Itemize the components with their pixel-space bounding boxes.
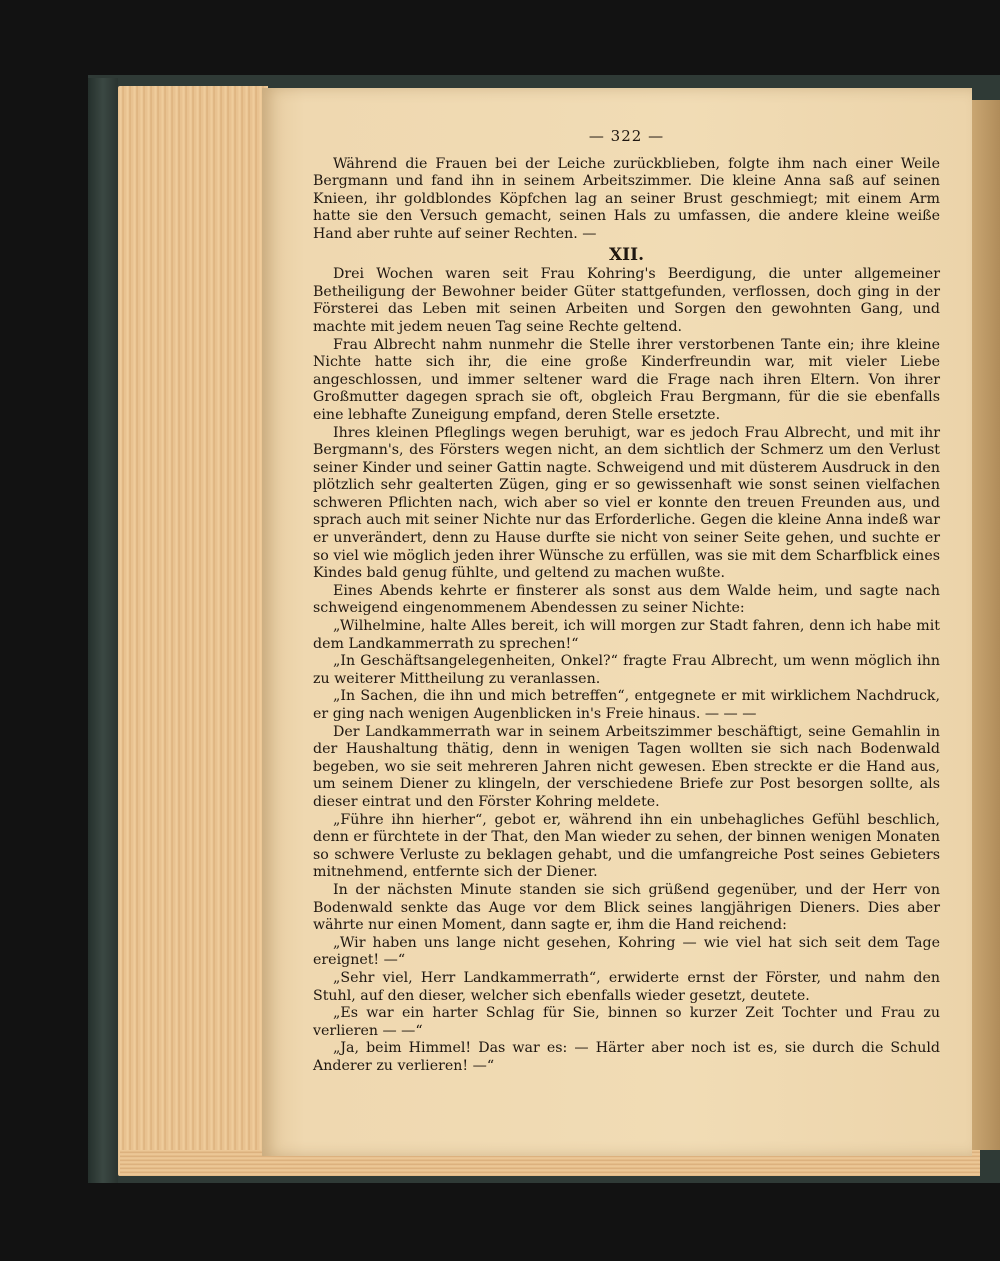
page-right-edge — [972, 100, 1000, 1150]
paragraph: „In Sachen, die ihn und mich betreffen“, entgegnete er mit wirklichem Nachdruck, er ging nach wenigen Augenblicken in's Freie hinaus. — — — — [313, 688, 940, 722]
paragraph: „Wir haben uns lange nicht gesehen, Kohring — wie viel hat sich seit dem Tage ereignet! —“ — [313, 934, 940, 969]
paragraph: „In Geschäftsangelegenheiten, Onkel?“ fragte Frau Albrecht, um wenn möglich ihn zu weiterer Mittheilung zu veranlassen. — [313, 653, 940, 687]
page-stack-left — [118, 86, 268, 1176]
paragraph: „Sehr viel, Herr Landkammerrath“, erwiderte ernst der Förster, und nahm den Stuhl, auf den dieser, welcher sich ebenfalls wieder gesetzt, deutete. — [313, 969, 940, 1004]
paragraph: „Wilhelmine, halte Alles bereit, ich will morgen zur Stadt fahren, denn ich habe mit dem Landkammerrath zu sprechen!“ — [313, 618, 940, 652]
paragraph: „Ja, beim Himmel! Das war es: — Härter aber noch ist es, sie durch die Schuld Anderer zu verlieren! —“ — [313, 1040, 940, 1074]
paragraph: „Führe ihn hierher“, gebot er, während ihn ein unbehagliches Gefühl beschlich, denn er fürchtete in der That, den Man wieder zu sehen, der binnen wenigen Monaten so schwere Verluste zu beklagen gehabt, und die umfangreiche Post seines Gebieters mitnehmend, entfernte sich der Diener. — [313, 811, 940, 881]
paragraph: Drei Wochen waren seit Frau Kohring's Beerdigung, die unter allgemeiner Betheiligung der Bewohner beider Güter stattgefunden, verflossen, doch ging in der Försterei das Leben mit seinen Arbeiten und Sorgen den gewohnten Gang, und machte mit jedem neuen Tag seine Rechte geltend. — [313, 266, 940, 335]
paragraph: Der Landkammerrath war in seinem Arbeitszimmer beschäftigt, seine Gemahlin in der Haushaltung thätig, denn in wenigen Tagen wollten sie sich nach Bodenwald begeben, wo sie seit mehreren Jahren nicht gewesen. Eben streckte er die Hand aus, um seinem Diener zu klingeln, der verschiedene Briefe zur Post besorgen sollte, als dieser eintrat und den Förster Kohring meldete. — [313, 723, 940, 810]
paragraph: Eines Abends kehrte er finsterer als sonst aus dem Walde heim, und sagte nach schweigend eingenommenem Abendessen zu seiner Nichte: — [313, 582, 940, 617]
paragraph: Ihres kleinen Pfleglings wegen beruhigt, war es jedoch Frau Albrecht, und mit ihr Bergmann's, des Försters wegen nicht, an dem sichtlich der Schmerz um den Verlust seiner Kinder und seiner Gattin nagte. Schweigend und mit düsterem Ausdruck in den plötzlich sehr gealterten Zügen, ging er so gewissenhaft wie sonst seinen vielfachen schweren Pflichten nach, wich aber so viel er konnte den treuen Freunden aus, und sprach auch mit seiner Nichte nur das Erforderliche. Gegen die kleine Anna indeß war er unverändert, denn zu Hause durfte sie nicht von seiner Seite gehen, und suchte er so viel wie möglich jeden ihrer Wünsche zu erfüllen, was sie mit dem Scharfblick eines Kindes bald genug fühlte, und geltend zu machen wußte. — [313, 424, 940, 582]
page-text — [313, 128, 940, 1075]
paragraph: Während die Frauen bei der Leiche zurückblieben, folgte ihm nach einer Weile Bergmann und fand ihn in seinem Arbeitszimmer. Die kleine Anna saß auf seinen Knieen, ihr goldblondes Köpfchen lag an seiner Brust geschmiegt; mit einem Arm hatte sie den Versuch gemacht, seinen Hals zu umfassen, die andere kleine weiße Hand aber ruhte auf seiner Rechten. — — [313, 155, 940, 242]
paragraph: Frau Albrecht nahm nunmehr die Stelle ihrer verstorbenen Tante ein; ihre kleine Nichte hatte sich ihr, die eine große Kinderfreundin war, mit vieler Liebe angeschlossen, und immer seltener ward die Frage nach ihren Eltern. Von ihrer Großmutter dagegen sprach sie oft, obgleich Frau Bergmann, für die sie ebenfalls eine lebhafte Zuneigung empfand, deren Stelle ersetzte. — [313, 336, 940, 423]
chapter-heading: XII. — [608, 244, 644, 265]
page-number: — 322 — — [588, 127, 665, 145]
book-spine-edge — [88, 78, 118, 1183]
paragraph: In der nächsten Minute standen sie sich grüßend gegenüber, und der Herr von Bodenwald senkte das Auge vor dem Blick seines langjährigen Dieners. Dies aber währte nur einen Moment, dann sagte er, ihm die Hand reichend: — [313, 881, 940, 934]
paragraph: „Es war ein harter Schlag für Sie, binnen so kurzer Zeit Tochter und Frau zu verlieren — —“ — [313, 1005, 940, 1039]
